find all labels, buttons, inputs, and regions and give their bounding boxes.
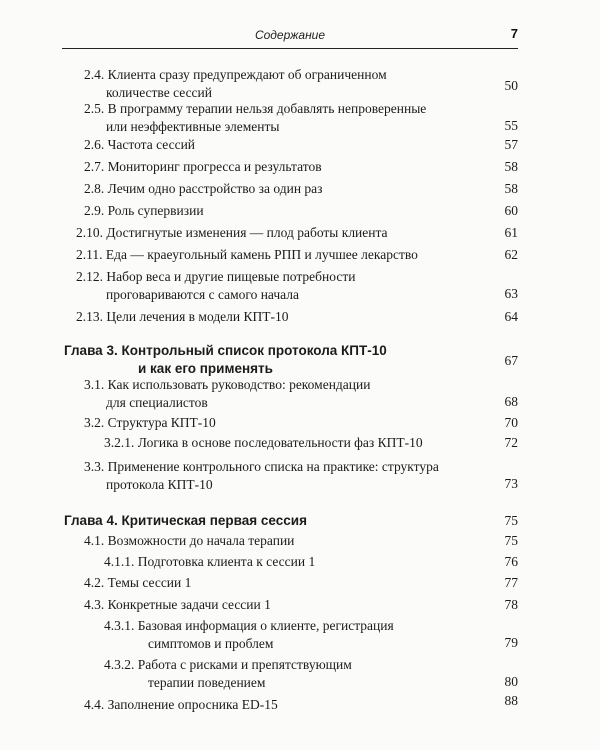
toc-entry-number: 2.11.: [76, 247, 103, 262]
toc-entry-title: Цели лечения в модели КПТ-10: [106, 309, 289, 324]
toc-entry-number: 4.1.1.: [104, 554, 135, 569]
toc-entry-title: Логика в основе последовательности фаз КПТ-10: [137, 435, 423, 450]
toc-entry-title-cont: протокола КПТ-10: [106, 477, 213, 492]
toc-entry-title: Достигнутые изменения — плод работы клиента: [106, 225, 388, 240]
toc-entry-number: 2.12.: [76, 269, 103, 284]
chapter-number: Глава 4.: [64, 513, 118, 528]
toc-page-number: 63: [504, 286, 518, 301]
toc-page-number: 88: [504, 693, 518, 708]
toc-page-number: 55: [504, 118, 518, 133]
toc-entry-number: 2.4.: [84, 67, 105, 82]
toc-entry[interactable]: [84, 574, 191, 592]
toc-entry[interactable]: [84, 66, 387, 102]
toc-entry[interactable]: [104, 434, 423, 452]
toc-entry-title: Базовая информация о клиенте, регистрация: [137, 618, 394, 633]
toc-entry[interactable]: [84, 100, 426, 136]
toc-entry-title-cont: или неэффективные элементы: [106, 119, 280, 134]
header-rule: [62, 48, 518, 49]
toc-entry-number: 3.3.: [84, 459, 105, 474]
toc-entry[interactable]: [84, 696, 278, 714]
toc-page-number: 61: [504, 225, 518, 240]
toc-page-number: 58: [504, 181, 518, 196]
toc-entry-number: 3.1.: [84, 377, 105, 392]
toc-page-number: 58: [504, 159, 518, 174]
toc-entry-title: Как использовать руководство: рекомендации: [107, 377, 371, 392]
toc-page-number: 78: [504, 597, 518, 612]
chapter-number: Глава 3.: [64, 343, 118, 358]
toc-entry[interactable]: [84, 202, 204, 220]
toc-entry-title: Темы сессии 1: [107, 575, 192, 590]
toc-page-number: 76: [504, 554, 518, 569]
toc-entry[interactable]: [84, 376, 370, 412]
header-title: Содержание: [254, 28, 326, 42]
toc-entry[interactable]: [76, 246, 418, 264]
toc-entry-number: 2.9.: [84, 203, 105, 218]
toc-entry[interactable]: [76, 224, 388, 242]
toc-entry-title: Заполнение опросника ED-15: [107, 697, 278, 712]
toc-page-number: 75: [504, 533, 518, 548]
toc-entry-title-cont: для специалистов: [106, 395, 208, 410]
toc-entry-title: В программу терапии нельзя добавлять непроверенные: [107, 101, 427, 116]
running-header: [62, 26, 518, 48]
toc-page-number: 72: [504, 435, 518, 450]
toc-entry-title-cont: проговариваются с самого начала: [106, 287, 300, 302]
toc-entry[interactable]: [84, 180, 323, 198]
toc-page-number: 80: [504, 674, 518, 689]
toc-page-number: 75: [504, 513, 518, 528]
chapter-title: Критическая первая сессия: [121, 513, 307, 528]
toc-entry-title: Возможности до начала терапии: [107, 533, 295, 548]
toc-page-number: 67: [504, 353, 518, 368]
toc-entry[interactable]: [84, 596, 271, 614]
toc-entry-number: 4.3.2.: [104, 657, 135, 672]
toc-entry-number: 2.13.: [76, 309, 103, 324]
toc-chapter-entry[interactable]: [64, 342, 444, 378]
toc-entry-title: Роль супервизии: [107, 203, 204, 218]
toc-entry[interactable]: [84, 414, 216, 432]
toc-entry-title-cont: симптомов и проблем: [148, 636, 274, 651]
toc-entry[interactable]: [104, 553, 315, 571]
toc-page-number: 70: [504, 415, 518, 430]
toc-entry[interactable]: [84, 458, 439, 494]
toc-entry-title: Частота сессий: [107, 137, 196, 152]
toc-entry[interactable]: [84, 158, 322, 176]
toc-entry-number: 2.6.: [84, 137, 105, 152]
toc-entry-number: 4.3.1.: [104, 618, 135, 633]
toc-entry-number: 2.10.: [76, 225, 103, 240]
toc-page-number: 50: [504, 78, 518, 93]
header-page-number: 7: [510, 26, 518, 41]
toc-entry-title: Применение контрольного списка на практике: структура: [107, 459, 439, 474]
toc-page-number: 62: [504, 247, 518, 262]
toc-page-number: 73: [504, 476, 518, 491]
toc-entry-number: 2.7.: [84, 159, 105, 174]
toc-entry-title-cont: терапии поведением: [148, 675, 266, 690]
toc-page-number: 57: [504, 137, 518, 152]
toc-entry-title: Структура КПТ-10: [107, 415, 216, 430]
toc-entry-title: Мониторинг прогресса и результатов: [107, 159, 322, 174]
toc-entry-title: Еда — краеугольный камень РПП и лучшее лекарство: [105, 247, 418, 262]
toc-entry[interactable]: [104, 617, 394, 653]
toc-entry-title: Лечим одно расстройство за один раз: [107, 181, 323, 196]
toc-entry-number: 3.2.1.: [104, 435, 135, 450]
toc-page-number: 60: [504, 203, 518, 218]
toc-entry-number: 2.5.: [84, 101, 105, 116]
toc-entry-number: 4.1.: [84, 533, 105, 548]
toc-page-number: 77: [504, 575, 518, 590]
toc-page-number: 79: [504, 635, 518, 650]
toc-entry-number: 2.8.: [84, 181, 105, 196]
toc-page-number: 68: [504, 394, 518, 409]
toc-entry-title: Клиента сразу предупреждают об ограниченном: [107, 67, 387, 82]
toc-entry-title-cont: количестве сессий: [106, 85, 212, 100]
toc-entry-number: 4.3.: [84, 597, 105, 612]
toc-entry-title: Конкретные задачи сессии 1: [107, 597, 271, 612]
toc-chapter-entry[interactable]: [64, 512, 307, 530]
toc-entry-title: Подготовка клиента к сессии 1: [137, 554, 316, 569]
toc-entry[interactable]: [76, 308, 289, 326]
toc-entry[interactable]: [104, 656, 352, 692]
toc-page-number: 64: [504, 309, 518, 324]
toc-entry-number: 3.2.: [84, 415, 105, 430]
toc-entry[interactable]: [84, 136, 195, 154]
toc-entry[interactable]: [84, 532, 294, 550]
toc-entry-number: 4.2.: [84, 575, 105, 590]
toc-entry[interactable]: [76, 268, 355, 304]
toc-entry-number: 4.4.: [84, 697, 105, 712]
chapter-title: Контрольный список протокола КПТ-10: [121, 343, 387, 358]
toc-entry-title: Набор веса и другие пищевые потребности: [106, 269, 356, 284]
toc-entry-title: Работа с рисками и препятствующим: [137, 657, 352, 672]
chapter-title-cont: и как его применять: [138, 361, 273, 376]
